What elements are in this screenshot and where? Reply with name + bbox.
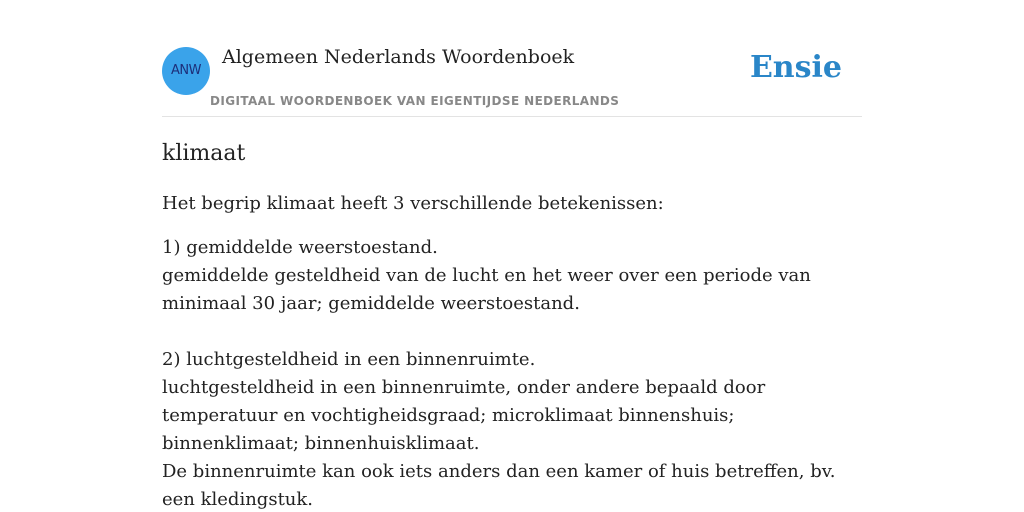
meaning-2 [162, 346, 862, 512]
entry-content [162, 136, 862, 512]
site-header [162, 40, 862, 117]
site-title[interactable]: Algemeen Nederlands Woordenboek [222, 46, 575, 68]
site-tagline: DIGITAAL WOORDENBOEK VAN EIGENTIJDSE NEDERLANDS [210, 94, 620, 108]
meaning-1 [162, 234, 862, 318]
anw-logo[interactable]: ANW [162, 47, 210, 95]
entry-intro: Het begrip klimaat heeft 3 verschillende betekenissen: [162, 193, 664, 214]
meaning-note: De binnenruimte kan ook iets anders dan een kamer of huis betreffen, bv. een kledingstuk. [162, 461, 836, 510]
entry-title: klimaat [162, 141, 246, 166]
meaning-heading: 1) gemiddelde weerstoestand. [162, 237, 438, 258]
meaning-definition: luchtgesteldheid in een binnenruimte, onder andere bepaald door temperatuur en vochtigheidsgraad; microklimaat binnenshuis; binnenklimaat; binnenhuisklimaat. [162, 377, 766, 454]
meaning-definition: gemiddelde gesteldheid van de lucht en het weer over een periode van minimaal 30 jaar; gemiddelde weerstoestand. [162, 265, 811, 314]
meaning-heading: 2) luchtgesteldheid in een binnenruimte. [162, 349, 536, 370]
ensie-brand-link[interactable]: Ensie [749, 50, 842, 85]
